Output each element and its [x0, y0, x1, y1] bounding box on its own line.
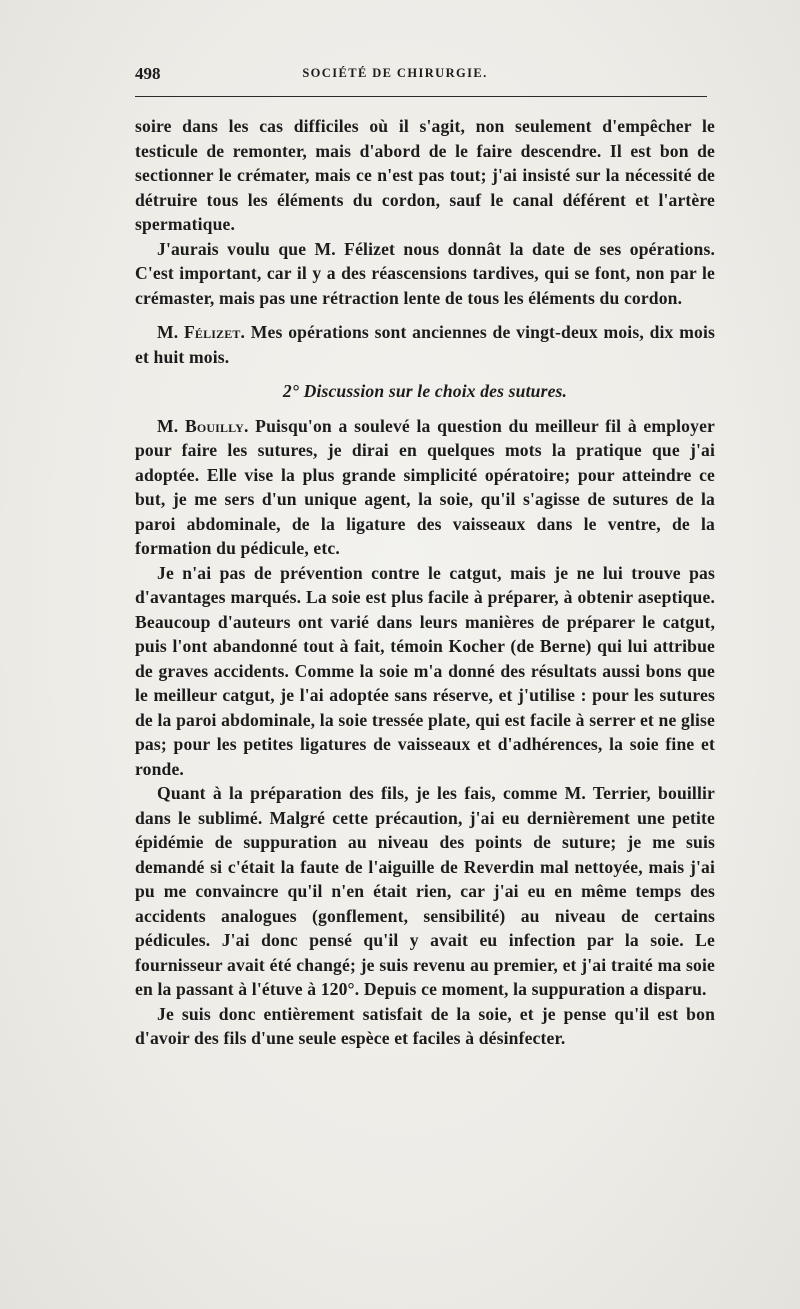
- running-head: [135, 64, 707, 88]
- paragraph-continuation: soire dans les cas difficiles où il s'agit, non seulement d'empêcher le testicule de remonter, mais d'abord de le faire descendre. Il est bon de sectionner le crémater, mais ce n'est pas tout; j'ai insisté sur la nécessité de détruire tous les éléments du cordon, sauf le canal déférent et l'artère spermatique.: [135, 116, 715, 234]
- felizet-reply-text: Mes opérations sont anciennes de vingt-deux mois, dix mois et huit mois.: [135, 322, 716, 367]
- paragraph-catgut: Je n'ai pas de prévention contre le catgut, mais je ne lui trouve pas d'avantages marqués. La soie est plus facile à préparer, à obtenir aseptique. Beaucoup d'auteurs ont varié dans leurs manières de préparer le catgut, puis l'ont abandonné tout à fait, témoin Kocher (de Berne) qui lui attribue de graves accidents. Comme la soie m'a donné des résultats aussi bons que le meilleur catgut, je l'ai adoptée sans réserve, et j'utilise : pour les sutures de la paroi abdominale, la soie tressée plate, qui est facile à serrer et ne glise pas; pour les petites ligatures de vaisseaux et d'adhérences, la soie fine et ronde.: [135, 562, 715, 779]
- page-number: 498: [135, 64, 161, 83]
- paragraph-bouilly: [135, 414, 715, 561]
- paragraph-conclusion: Je suis donc entièrement satisfait de la soie, et je pense qu'il est bon d'avoir des fils d'une seule espèce et faciles à désinfecter.: [135, 1003, 715, 1048]
- speaker-bouilly: M. Bouilly.: [157, 415, 249, 436]
- spacer: [135, 310, 715, 320]
- header-rule: [135, 96, 707, 97]
- paragraph-reascension: J'aurais voulu que M. Félizet nous donnât la date de ses opérations. C'est important, car il y a des réascensions tardives, qui se font, non par le crémaster, mais pas une rétraction lente de tous les éléments du cordon.: [135, 238, 715, 308]
- section-heading: 2° Discussion sur le choix des sutures.: [282, 381, 568, 401]
- body-text: [135, 114, 715, 1051]
- running-title: SOCIÉTÉ DE CHIRURGIE.: [302, 66, 488, 80]
- bouilly-text: Puisqu'on a soulevé la question du meilleur fil à employer pour faire les sutures, je dirai en quelques mots la pratique que j'ai adoptée. Elle vise la plus grande simplicité opératoire; pour atteindre ce but, je me sers d'un unique agent, la soie, qu'il s'agisse de sutures de la paroi abdominale, de la ligature des vaisseaux dans le ventre, de la formation du pédicule, etc.: [135, 415, 715, 558]
- speaker-felizet: M. Félizet.: [157, 322, 246, 342]
- paragraph-felizet-reply: [135, 320, 715, 369]
- paragraph-preparation: Quant à la préparation des fils, je les fais, comme M. Terrier, bouillir dans le sublimé. Malgré cette précaution, j'ai eu dernièrement une petite épidémie de suppuration au niveau des points de suture; je me suis demandé si c'était la faute de l'aiguille de Reverdin mal nettoyée, mais j'ai pu me convaincre qu'il n'en était rien, car j'ai eu en même temps des accidents analogues (gonflement, sensibilité) au niveau de certains pédicules. J'ai donc pensé qu'il y avait eu infection par la soie. Le fournisseur avait été changé; je suis revenu au premier, et j'ai traité ma soie en la passant à l'étuve à 120°. Depuis ce moment, la suppuration a disparu.: [135, 783, 715, 999]
